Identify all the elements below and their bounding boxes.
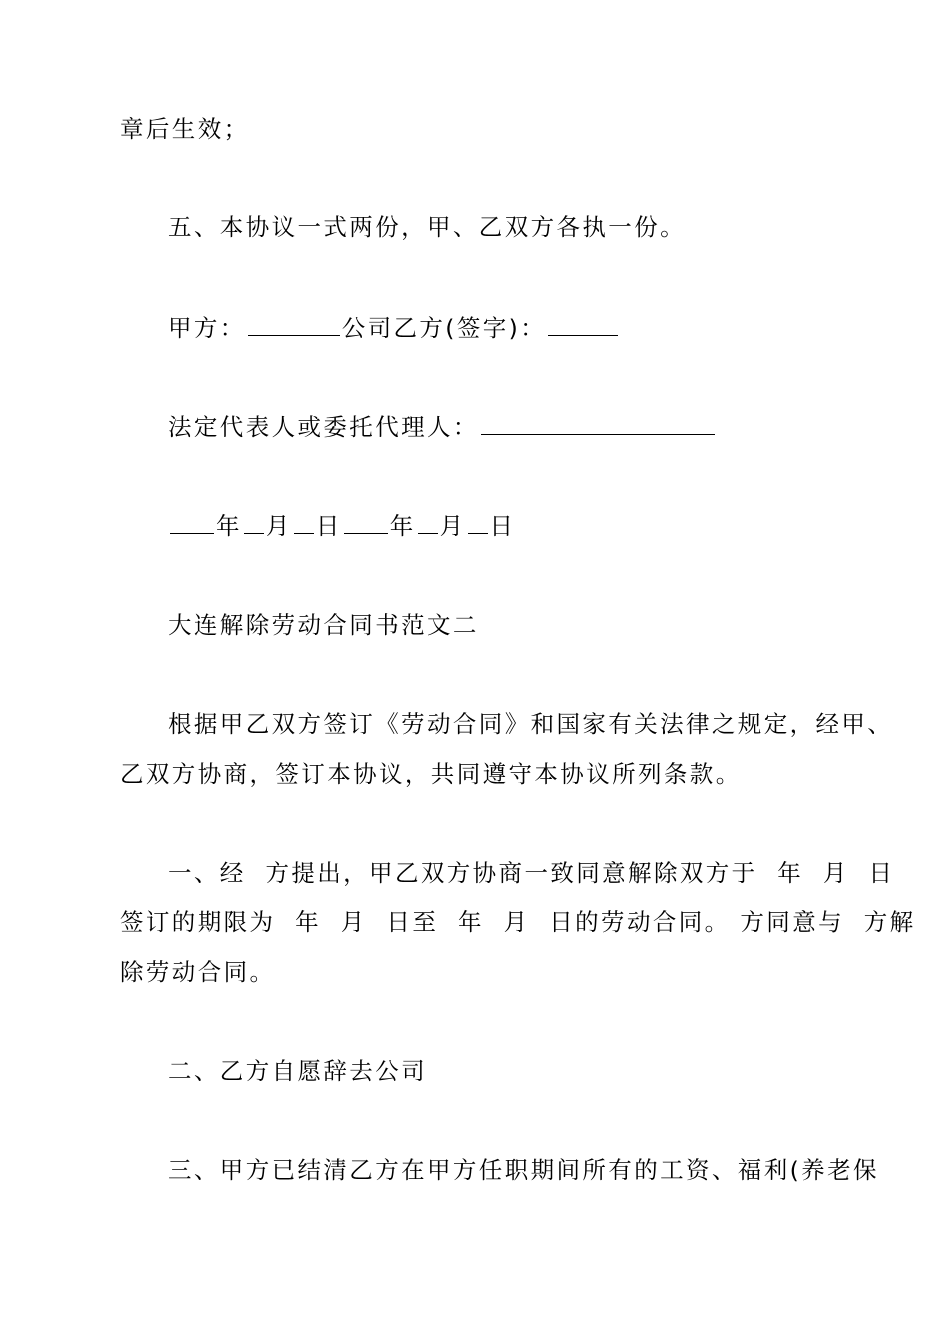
date-line [168,511,515,541]
date-year-blank-1 [170,511,214,534]
intro-line-1: 根据甲乙双方签订《劳动合同》和国家有关法律之规定，经甲、 [168,710,894,738]
party-a-label: 甲方： [168,314,246,342]
intro-line-2: 乙双方协商，签订本协议，共同遵守本协议所列条款。 [120,760,742,788]
date-month-2: 月 [439,512,466,540]
continuation-text: 章后生效； [120,115,250,143]
date-day-blank-2 [468,511,488,534]
representative-blank [481,412,715,435]
date-month-1: 月 [265,512,292,540]
date-year-1: 年 [216,512,242,540]
company-party-b-label: 公司乙方(签字)： [341,314,547,342]
party-a-blank [248,313,340,336]
party-b-blank [548,313,618,336]
clause-1-line-1: 一、经 方提出，甲乙双方协商一致同意解除双方于 年 月 日 [168,859,895,887]
date-day-blank-1 [294,511,314,534]
clause-5: 五、本协议一式两份，甲、乙双方各执一份。 [168,213,686,241]
date-day-1: 日 [315,512,342,540]
signature-line-representative [168,412,717,442]
signature-line-parties [168,313,620,343]
date-day-2: 日 [489,512,516,540]
clause-1-line-2: 签订的期限为 年 月 日至 年 月 日的劳动合同。 方同意与 方解 [120,908,916,936]
section-title: 大连解除劳动合同书范文二 [168,611,479,639]
representative-label: 法定代表人或委托代理人： [168,413,479,441]
date-month-blank-2 [418,511,438,534]
date-month-blank-1 [244,511,264,534]
date-year-blank-2 [344,511,388,534]
clause-3-line-1: 三、甲方已结清乙方在甲方任职期间所有的工资、福利(养老保 [168,1156,879,1184]
clause-1-line-3: 除劳动合同。 [120,958,276,986]
date-year-2: 年 [389,512,416,540]
clause-2: 二、乙方自愿辞去公司 [168,1057,427,1085]
